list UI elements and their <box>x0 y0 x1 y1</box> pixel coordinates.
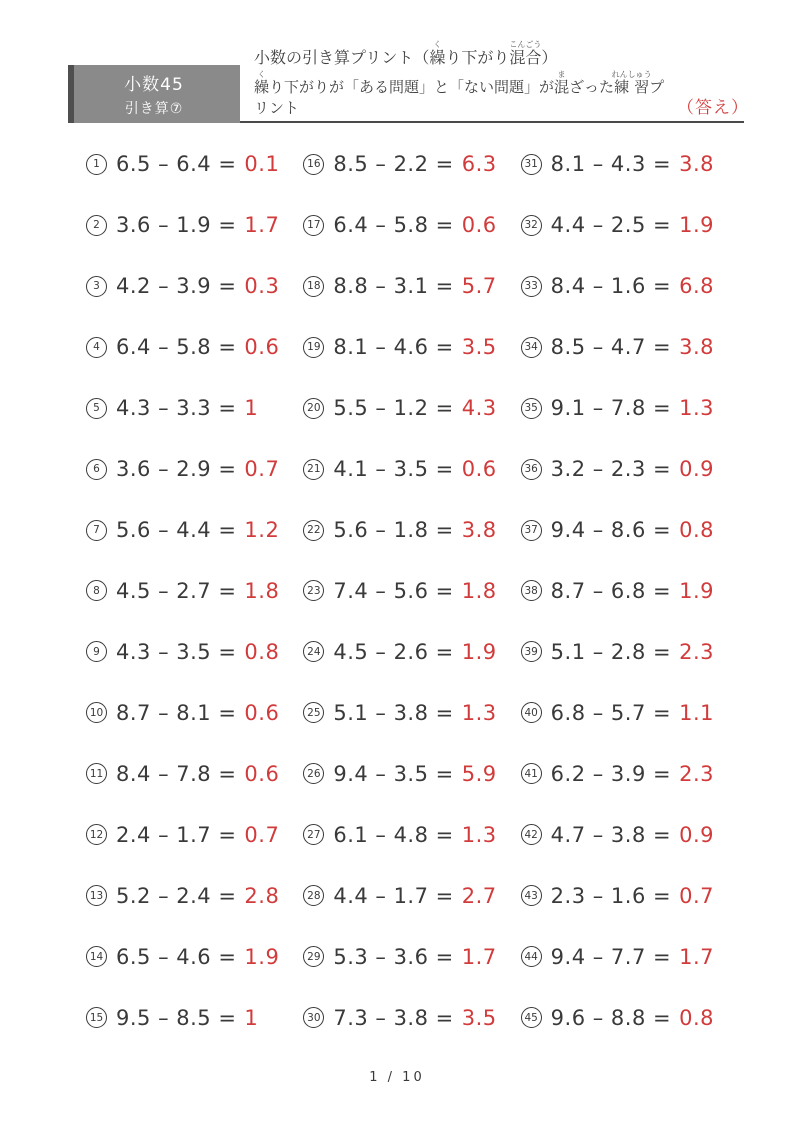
problem-row <box>86 621 303 682</box>
problem-answer: 1.3 <box>461 822 497 847</box>
problem-expression: 5.6 – 4.4 = <box>116 518 237 543</box>
problem-number-badge: 15 <box>86 1007 107 1028</box>
problem-answer: 2.7 <box>461 883 497 908</box>
problem-answer: 1.8 <box>461 578 497 603</box>
problem-row <box>303 378 520 439</box>
problem-row <box>303 743 520 804</box>
problem-answer: 1.8 <box>244 578 280 603</box>
subtitle-row <box>254 70 749 118</box>
problem-expression: 8.1 – 4.6 = <box>333 335 454 360</box>
problem-answer: 6.8 <box>679 274 714 299</box>
problem-expression: 7.3 – 3.8 = <box>333 1005 454 1030</box>
problem-expression: 9.4 – 8.6 = <box>550 518 672 543</box>
problem-answer: 0.8 <box>244 639 280 664</box>
problem-expression: 8.7 – 6.8 = <box>550 578 672 603</box>
problem-expression: 4.7 – 3.8 = <box>550 822 672 847</box>
problem-row <box>86 743 303 804</box>
problem-row <box>86 682 303 743</box>
problem-row <box>521 987 738 1048</box>
problem-number-badge: 14 <box>86 946 107 967</box>
problem-expression: 6.8 – 5.7 = <box>550 700 672 725</box>
problem-number-badge: 20 <box>303 398 324 419</box>
problem-answer: 1.9 <box>679 578 714 603</box>
problem-number-badge: 17 <box>303 215 324 236</box>
problem-row <box>521 926 738 987</box>
problem-number-badge: 37 <box>521 520 542 541</box>
problem-answer: 0.7 <box>679 883 714 908</box>
problem-expression: 7.4 – 5.6 = <box>333 578 454 603</box>
problem-number-badge: 21 <box>303 459 324 480</box>
problem-answer: 0.6 <box>244 335 280 360</box>
problem-number-badge: 30 <box>303 1007 324 1028</box>
worksheet-number-label: 小数45 <box>124 75 184 95</box>
problem-expression: 3.6 – 1.9 = <box>116 213 237 238</box>
problem-row <box>521 317 738 378</box>
problem-expression: 4.2 – 3.9 = <box>116 274 237 299</box>
problems-grid <box>86 134 738 1048</box>
problem-number-badge: 27 <box>303 824 324 845</box>
problem-number-badge: 3 <box>86 276 107 297</box>
problem-row <box>86 926 303 987</box>
problem-number-badge: 43 <box>521 885 542 906</box>
problem-expression: 6.1 – 4.8 = <box>333 822 454 847</box>
problem-answer: 1.9 <box>461 639 497 664</box>
problem-answer: 1.7 <box>244 213 280 238</box>
problem-answer: 3.5 <box>461 335 497 360</box>
problem-row <box>86 500 303 561</box>
problem-answer: 0.6 <box>461 213 497 238</box>
title-block <box>240 40 749 123</box>
problem-row <box>303 987 520 1048</box>
problem-row <box>86 134 303 195</box>
problem-number-badge: 41 <box>521 763 542 784</box>
problem-answer: 1.1 <box>679 700 714 725</box>
problem-answer: 0.8 <box>679 1005 714 1030</box>
problem-number-badge: 40 <box>521 702 542 723</box>
problem-answer: 1.9 <box>244 944 280 969</box>
problem-number-badge: 6 <box>86 459 107 480</box>
problem-answer: 1.7 <box>461 944 497 969</box>
problem-answer: 1.2 <box>244 518 280 543</box>
worksheet-subtitle: 繰くり下がりが「ある問題」と「ない問題」が混まざった練習れんしゅうプリント <box>254 70 665 117</box>
problem-answer: 0.8 <box>679 518 714 543</box>
problem-answer: 3.8 <box>679 335 714 360</box>
problem-row <box>303 804 520 865</box>
problem-row <box>521 500 738 561</box>
problem-number-badge: 45 <box>521 1007 542 1028</box>
problem-row <box>303 926 520 987</box>
problem-expression: 6.4 – 5.8 = <box>333 213 454 238</box>
problem-number-badge: 34 <box>521 337 542 358</box>
furigana-annotated-text: 練習れんしゅう <box>611 70 652 96</box>
problem-number-badge: 26 <box>303 763 324 784</box>
problem-row <box>521 865 738 926</box>
problem-expression: 4.3 – 3.5 = <box>116 639 237 664</box>
problem-answer: 3.5 <box>461 1005 497 1030</box>
problem-answer: 0.6 <box>244 761 280 786</box>
problem-expression: 3.6 – 2.9 = <box>116 457 237 482</box>
problem-answer: 0.3 <box>244 274 280 299</box>
problem-expression: 9.5 – 8.5 = <box>116 1005 237 1030</box>
problem-expression: 4.4 – 1.7 = <box>333 883 454 908</box>
worksheet-category-label: 引き算⑦ <box>124 101 184 117</box>
problem-answer: 3.8 <box>461 518 497 543</box>
problem-expression: 9.4 – 3.5 = <box>333 761 454 786</box>
problem-number-badge: 11 <box>86 763 107 784</box>
problem-number-badge: 7 <box>86 520 107 541</box>
problem-row <box>303 500 520 561</box>
problem-expression: 5.6 – 1.8 = <box>333 518 454 543</box>
problem-row <box>303 621 520 682</box>
problem-row <box>521 621 738 682</box>
problem-row <box>303 195 520 256</box>
problem-answer: 0.1 <box>244 152 280 177</box>
problem-row <box>86 195 303 256</box>
problem-row <box>303 865 520 926</box>
problem-number-badge: 36 <box>521 459 542 480</box>
problem-expression: 8.4 – 7.8 = <box>116 761 237 786</box>
problem-answer: 2.8 <box>244 883 280 908</box>
problem-number-badge: 31 <box>521 154 542 175</box>
problem-answer: 2.3 <box>679 761 714 786</box>
problem-answer: 5.7 <box>461 274 497 299</box>
problem-row <box>86 256 303 317</box>
furigana-annotated-text: 混ま <box>554 70 570 96</box>
page-number: 1 / 10 <box>369 1070 425 1085</box>
problem-answer: 2.3 <box>679 639 714 664</box>
problem-expression: 9.4 – 7.7 = <box>550 944 672 969</box>
problem-number-badge: 28 <box>303 885 324 906</box>
problem-row <box>86 804 303 865</box>
problem-number-badge: 13 <box>86 885 107 906</box>
problem-number-badge: 32 <box>521 215 542 236</box>
problem-row <box>86 987 303 1048</box>
problem-number-badge: 10 <box>86 702 107 723</box>
problem-expression: 8.8 – 3.1 = <box>333 274 454 299</box>
problem-expression: 8.5 – 2.2 = <box>333 152 454 177</box>
problem-row <box>303 134 520 195</box>
worksheet-title: 小数の引き算プリント（繰くり下がり混合こんごう） <box>254 40 558 67</box>
problem-number-badge: 25 <box>303 702 324 723</box>
problem-answer: 4.3 <box>461 396 497 421</box>
problem-number-badge: 4 <box>86 337 107 358</box>
problem-number-badge: 8 <box>86 580 107 601</box>
problem-row <box>303 256 520 317</box>
problem-expression: 4.5 – 2.7 = <box>116 578 237 603</box>
page-footer <box>0 1070 794 1085</box>
problem-number-badge: 39 <box>521 641 542 662</box>
problem-row <box>86 378 303 439</box>
problem-answer: 0.9 <box>679 457 714 482</box>
label-box-accent-strip <box>68 65 74 123</box>
problem-number-badge: 16 <box>303 154 324 175</box>
problem-answer: 0.7 <box>244 822 280 847</box>
problem-row <box>303 439 520 500</box>
problem-row <box>521 134 738 195</box>
problem-expression: 9.1 – 7.8 = <box>550 396 672 421</box>
problem-expression: 4.1 – 3.5 = <box>333 457 454 482</box>
problem-number-badge: 22 <box>303 520 324 541</box>
problem-answer: 1.3 <box>461 700 497 725</box>
problem-answer: 1.7 <box>679 944 714 969</box>
problem-row <box>521 439 738 500</box>
problem-number-badge: 9 <box>86 641 107 662</box>
problem-row <box>86 865 303 926</box>
problem-row <box>86 439 303 500</box>
problem-row <box>303 317 520 378</box>
answer-key-label: （答え） <box>676 98 749 118</box>
problem-row <box>521 378 738 439</box>
problem-expression: 6.5 – 4.6 = <box>116 944 237 969</box>
problem-expression: 4.5 – 2.6 = <box>333 639 454 664</box>
problem-answer: 1.9 <box>679 213 714 238</box>
problem-answer: 1.3 <box>679 396 714 421</box>
problem-row <box>521 195 738 256</box>
problem-expression: 5.1 – 2.8 = <box>550 639 672 664</box>
problem-answer: 6.3 <box>461 152 497 177</box>
problem-expression: 3.2 – 2.3 = <box>550 457 672 482</box>
problem-number-badge: 23 <box>303 580 324 601</box>
problem-answer: 3.8 <box>679 152 714 177</box>
problem-number-badge: 2 <box>86 215 107 236</box>
problem-expression: 4.4 – 2.5 = <box>550 213 672 238</box>
problem-expression: 5.3 – 3.6 = <box>333 944 454 969</box>
problem-answer: 0.7 <box>244 457 280 482</box>
problem-expression: 8.4 – 1.6 = <box>550 274 672 299</box>
problem-expression: 5.5 – 1.2 = <box>333 396 454 421</box>
problem-row <box>521 804 738 865</box>
problem-expression: 8.5 – 4.7 = <box>550 335 672 360</box>
header-label-box <box>68 65 240 123</box>
problem-number-badge: 19 <box>303 337 324 358</box>
problem-number-badge: 1 <box>86 154 107 175</box>
problem-row <box>86 561 303 622</box>
problem-row <box>521 561 738 622</box>
problem-number-badge: 24 <box>303 641 324 662</box>
problem-expression: 5.1 – 3.8 = <box>333 700 454 725</box>
problem-expression: 8.1 – 4.3 = <box>550 152 672 177</box>
problem-row <box>86 317 303 378</box>
problem-row <box>303 561 520 622</box>
problem-answer: 1 <box>244 1005 259 1030</box>
problem-number-badge: 44 <box>521 946 542 967</box>
problem-answer: 1 <box>244 396 259 421</box>
problem-number-badge: 42 <box>521 824 542 845</box>
problem-expression: 6.4 – 5.8 = <box>116 335 237 360</box>
problem-answer: 0.6 <box>461 457 497 482</box>
problem-answer: 0.6 <box>244 700 280 725</box>
problem-number-badge: 12 <box>86 824 107 845</box>
problem-row <box>521 256 738 317</box>
problem-expression: 2.3 – 1.6 = <box>550 883 672 908</box>
problem-number-badge: 38 <box>521 580 542 601</box>
problem-expression: 5.2 – 2.4 = <box>116 883 237 908</box>
problem-answer: 5.9 <box>461 761 497 786</box>
worksheet-header <box>68 40 749 123</box>
problem-expression: 2.4 – 1.7 = <box>116 822 237 847</box>
problem-expression: 8.7 – 8.1 = <box>116 700 237 725</box>
problem-number-badge: 35 <box>521 398 542 419</box>
problem-number-badge: 18 <box>303 276 324 297</box>
problem-number-badge: 33 <box>521 276 542 297</box>
problem-expression: 6.2 – 3.9 = <box>550 761 672 786</box>
problem-row <box>521 682 738 743</box>
problem-expression: 4.3 – 3.3 = <box>116 396 237 421</box>
furigana-annotated-text: 繰く <box>254 70 270 96</box>
problem-number-badge: 29 <box>303 946 324 967</box>
problem-number-badge: 5 <box>86 398 107 419</box>
furigana-annotated-text: 混合こんごう <box>509 40 542 67</box>
problem-answer: 0.9 <box>679 822 714 847</box>
problem-expression: 6.5 – 6.4 = <box>116 152 237 177</box>
problem-row <box>521 743 738 804</box>
problem-expression: 9.6 – 8.8 = <box>550 1005 672 1030</box>
problem-row <box>303 682 520 743</box>
furigana-annotated-text: 繰く <box>429 40 446 67</box>
